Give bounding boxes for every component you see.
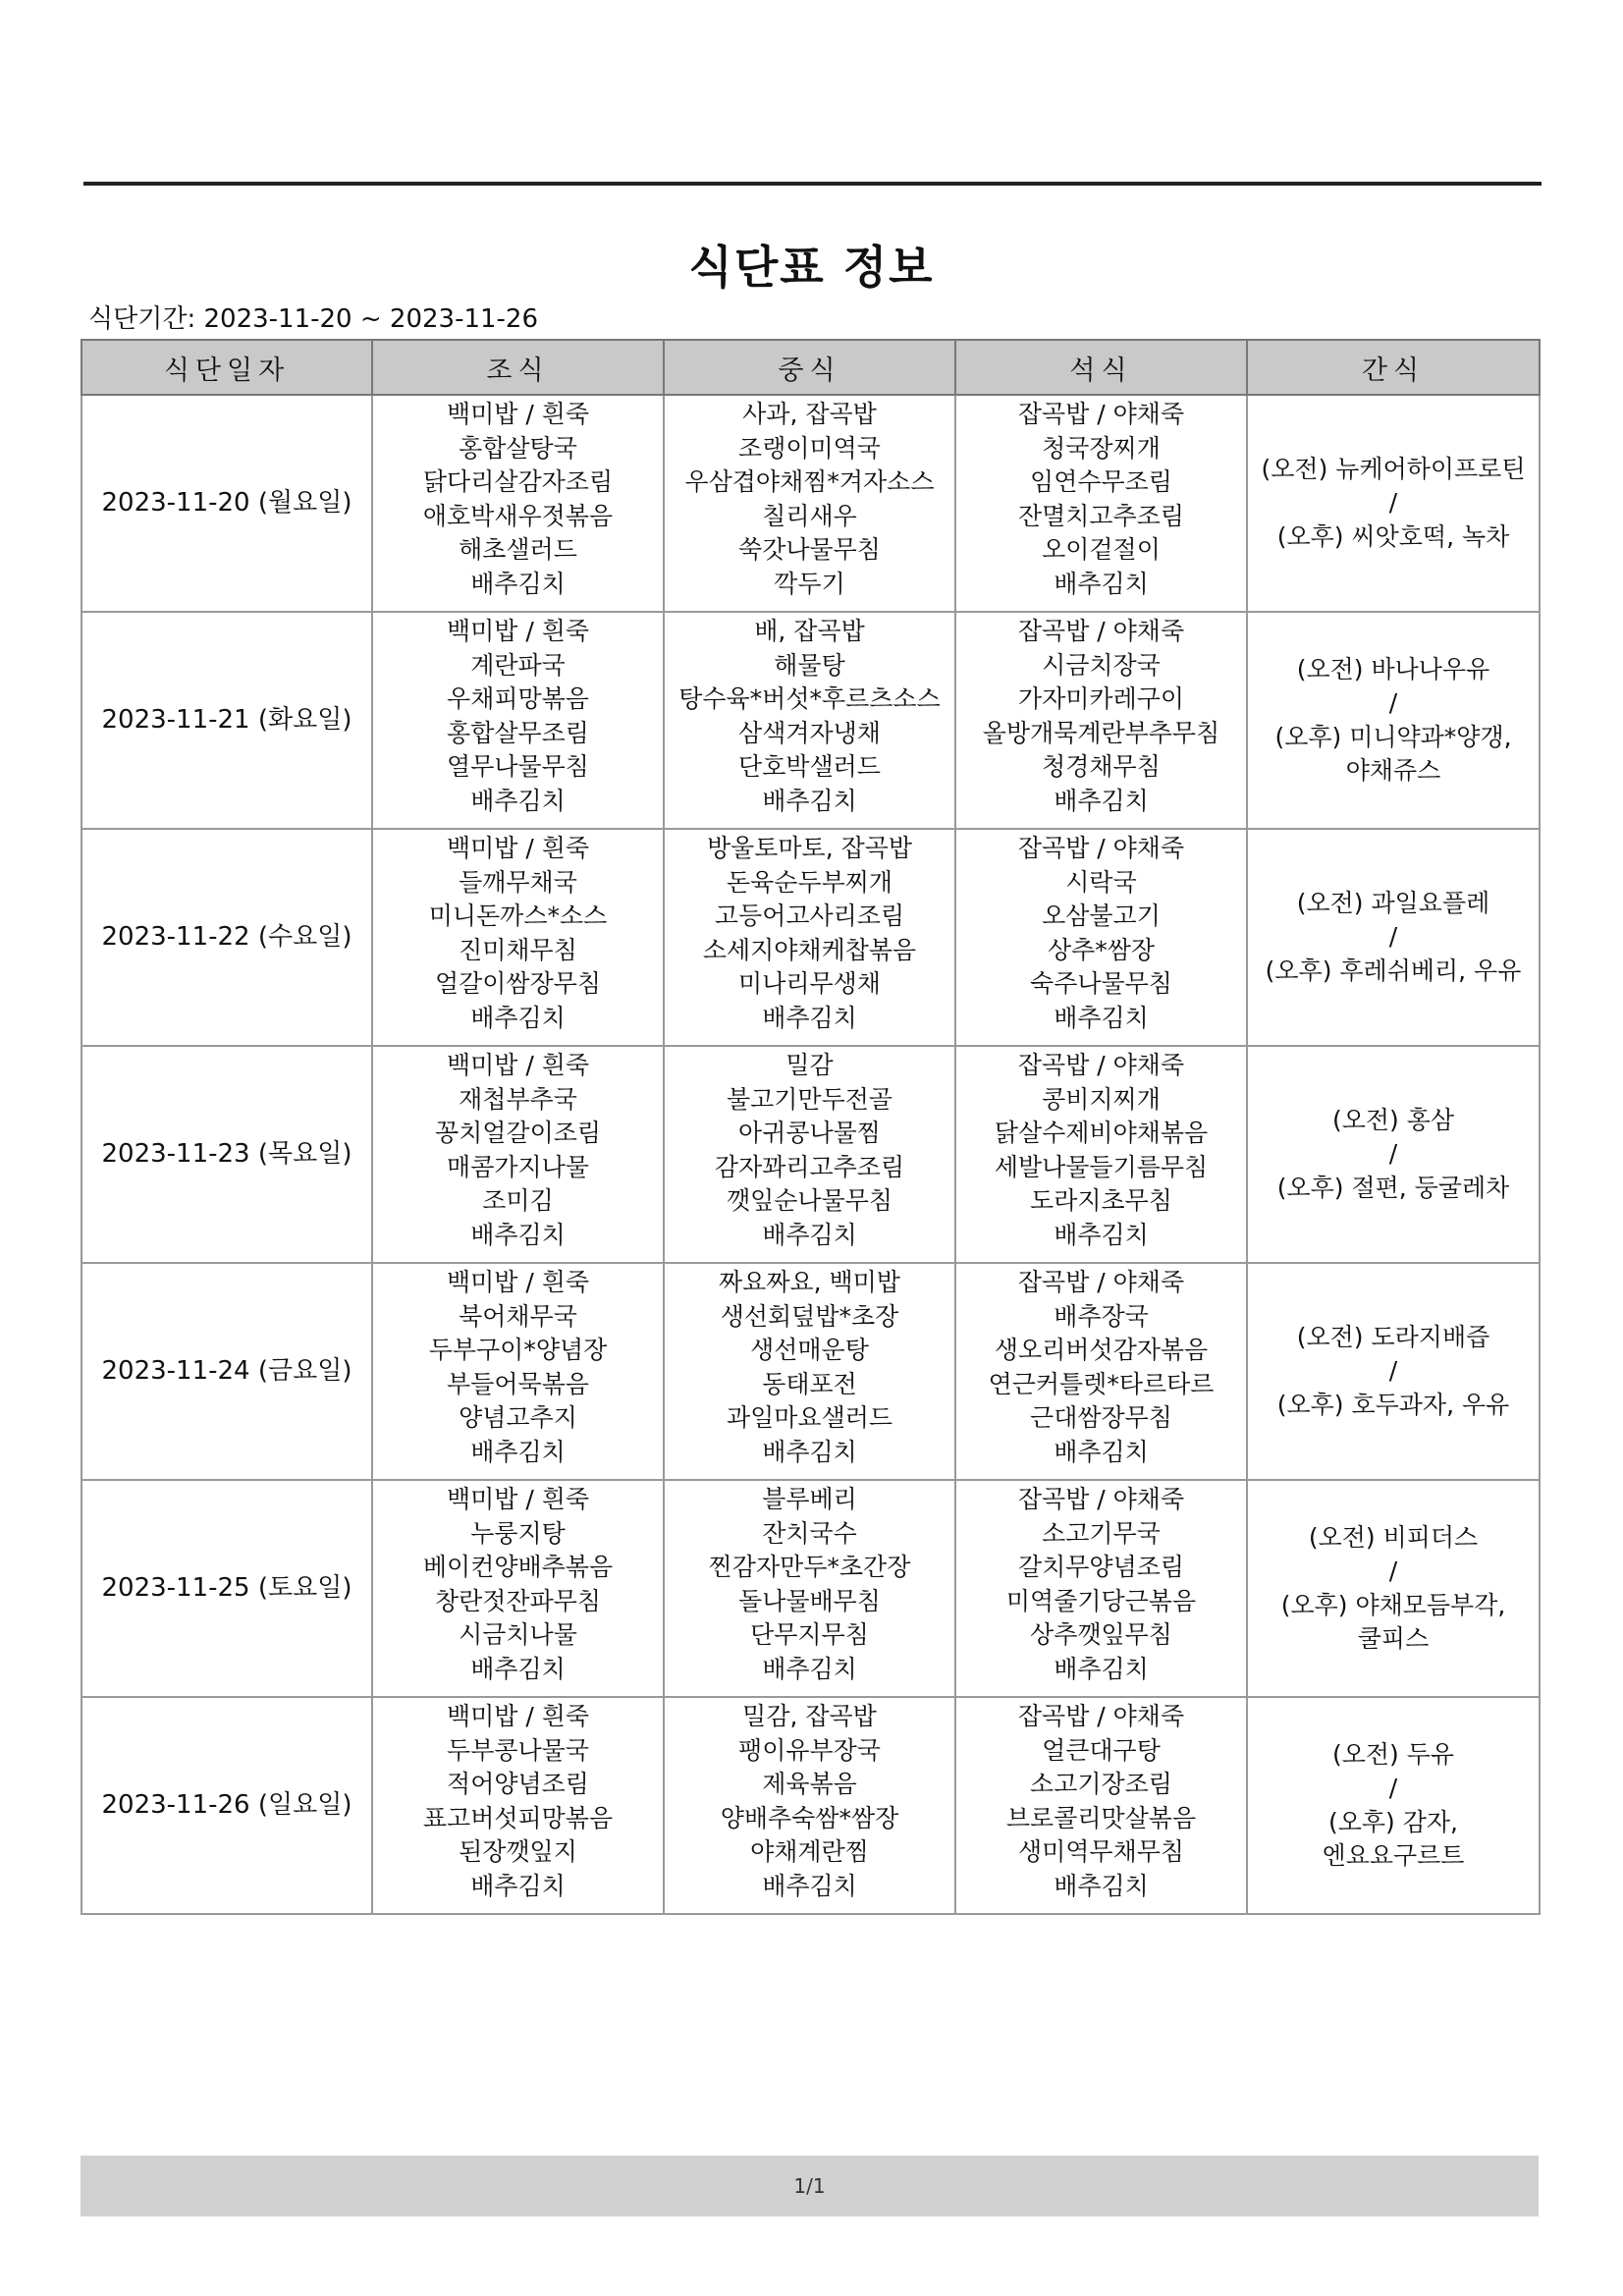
table-row: [81, 1697, 1540, 1914]
breakfast-item: 미니돈까스*소스: [428, 902, 608, 930]
date-cell: 2023-11-26 (일요일): [81, 1697, 372, 1914]
breakfast-cell: [372, 829, 664, 1046]
dinner-cell: [955, 612, 1247, 829]
meal-period: 식단기간: 2023-11-20 ~ 2023-11-26: [88, 304, 539, 334]
table-header-row: [81, 340, 1540, 395]
breakfast-item: 백미밥 / 흰죽: [446, 400, 590, 428]
snack-line: 엔요요구르트: [1322, 1841, 1465, 1870]
snack-line: /: [1388, 1139, 1398, 1169]
breakfast-item: 백미밥 / 흰죽: [446, 1702, 590, 1730]
breakfast-item: 베이컨양배추볶음: [422, 1553, 614, 1581]
breakfast-item: 해초샐러드: [459, 535, 577, 564]
lunch-cell: [664, 1046, 955, 1263]
lunch-item: 배, 잡곡밥: [754, 617, 865, 645]
lunch-item: 블루베리: [762, 1485, 857, 1513]
lunch-item: 돈육순두부찌개: [726, 867, 893, 897]
header-dinner: 석식: [955, 340, 1247, 395]
breakfast-item: 계란파국: [470, 650, 566, 680]
lunch-item: 칠리새우: [762, 501, 857, 530]
breakfast-item: 홍합살무조림: [447, 718, 589, 747]
dinner-item: 세발나물들기름무침: [994, 1152, 1209, 1181]
lunch-item: 쑥갓나물무침: [738, 535, 881, 564]
dinner-item: 배추김치: [1054, 1654, 1149, 1683]
breakfast-item: 배추김치: [470, 1003, 566, 1032]
dinner-item: 잡곡밥 / 야채죽: [1017, 1485, 1185, 1513]
snack-cell: [1247, 1263, 1540, 1480]
snack-line: (오후) 절편, 둥굴레차: [1276, 1173, 1510, 1202]
breakfast-item: 꽁치얼갈이조림: [434, 1119, 602, 1147]
dinner-item: 오삼불고기: [1042, 902, 1161, 930]
lunch-item: 깻잎순나물무침: [726, 1186, 893, 1215]
snack-line: (오후) 야채모듬부각,: [1280, 1590, 1506, 1619]
lunch-item: 해물탕: [774, 650, 845, 680]
dinner-cell: [955, 395, 1247, 612]
dinner-item: 도라지초무침: [1030, 1186, 1172, 1215]
lunch-item: 사과, 잡곡밥: [742, 400, 877, 428]
dinner-item: 배추장국: [1054, 1301, 1149, 1331]
lunch-item: 배추김치: [762, 1437, 857, 1466]
breakfast-cell: [372, 395, 664, 612]
dinner-item: 브로콜리맛살볶음: [1005, 1803, 1197, 1832]
page-number: 1/1: [793, 2174, 826, 2198]
lunch-item: 생선회덮밥*초장: [720, 1301, 899, 1331]
snack-cell: [1247, 395, 1540, 612]
lunch-item: 야채계란찜: [750, 1837, 869, 1866]
breakfast-item: 북어채무국: [459, 1301, 577, 1331]
snack-line: /: [1388, 488, 1398, 518]
breakfast-cell: [372, 1046, 664, 1263]
lunch-item: 불고기만두전골: [726, 1084, 893, 1114]
lunch-item: 밀감, 잡곡밥: [742, 1702, 877, 1730]
breakfast-item: 배추김치: [470, 1654, 566, 1683]
snack-line: (오전) 비피더스: [1308, 1522, 1479, 1552]
lunch-item: 배추김치: [762, 1003, 857, 1032]
lunch-item: 배추김치: [762, 786, 857, 815]
header-date: 식단일자: [81, 340, 372, 395]
breakfast-item: 표고버섯피망볶음: [422, 1803, 614, 1832]
breakfast-item: 창란젓잔파무침: [434, 1586, 602, 1615]
breakfast-item: 백미밥 / 흰죽: [446, 1051, 590, 1079]
lunch-item: 배추김치: [762, 1220, 857, 1249]
breakfast-item: 시금치나물: [459, 1620, 577, 1649]
dinner-item: 잡곡밥 / 야채죽: [1017, 1051, 1185, 1079]
lunch-cell: [664, 829, 955, 1046]
dinner-item: 얼큰대구탕: [1042, 1735, 1161, 1765]
lunch-item: 동태포전: [762, 1369, 857, 1398]
lunch-item: 소세지야채케찹볶음: [702, 935, 917, 964]
dinner-item: 콩비지찌개: [1042, 1084, 1161, 1114]
breakfast-item: 들깨무채국: [459, 867, 577, 897]
dinner-item: 올방개묵계란부추무침: [982, 718, 1220, 747]
dinner-item: 연근커틀렛*타르타르: [988, 1369, 1215, 1398]
lunch-cell: [664, 1263, 955, 1480]
dinner-item: 배추김치: [1054, 1871, 1149, 1900]
dinner-item: 잡곡밥 / 야채죽: [1017, 1268, 1185, 1296]
breakfast-item: 배추김치: [470, 1871, 566, 1900]
lunch-item: 짜요짜요, 백미밥: [719, 1268, 900, 1296]
date-cell: 2023-11-22 (수요일): [81, 829, 372, 1046]
snack-line: /: [1388, 1774, 1398, 1802]
snack-line: (오전) 홍삼: [1331, 1105, 1455, 1134]
dinner-item: 생미역무채무침: [1017, 1837, 1185, 1866]
breakfast-item: 배추김치: [470, 786, 566, 815]
dinner-cell: [955, 1697, 1247, 1914]
dinner-item: 상추깻잎무침: [1030, 1620, 1172, 1649]
snack-cell: [1247, 612, 1540, 829]
lunch-item: 밀감: [785, 1051, 834, 1079]
breakfast-item: 된장깻잎지: [459, 1837, 577, 1866]
dinner-item: 잡곡밥 / 야채죽: [1017, 617, 1185, 645]
snack-line: /: [1388, 1557, 1398, 1585]
date-cell: 2023-11-24 (금요일): [81, 1263, 372, 1480]
breakfast-cell: [372, 1697, 664, 1914]
lunch-item: 아귀콩나물찜: [738, 1119, 881, 1147]
meal-table: [81, 339, 1541, 1915]
lunch-item: 찐감자만두*초간장: [708, 1553, 911, 1581]
dinner-item: 근대쌈장무침: [1030, 1403, 1172, 1432]
breakfast-item: 열무나물무침: [447, 752, 589, 781]
table-row: [81, 612, 1540, 829]
dinner-item: 소고기장조림: [1030, 1770, 1172, 1798]
lunch-cell: [664, 612, 955, 829]
breakfast-item: 배추김치: [470, 1437, 566, 1466]
breakfast-item: 양념고추지: [459, 1403, 577, 1432]
page-footer: [81, 2156, 1539, 2216]
dinner-item: 생오리버섯감자볶음: [994, 1336, 1209, 1364]
table-row: [81, 829, 1540, 1046]
dinner-item: 가자미카레구이: [1017, 684, 1185, 713]
dinner-item: 미역줄기당근볶음: [1005, 1586, 1197, 1615]
dinner-cell: [955, 1480, 1247, 1697]
date-cell: 2023-11-25 (토요일): [81, 1480, 372, 1697]
dinner-item: 배추김치: [1054, 1437, 1149, 1466]
lunch-item: 과일마요샐러드: [726, 1403, 893, 1432]
dinner-item: 잡곡밥 / 야채죽: [1017, 1702, 1185, 1730]
lunch-cell: [664, 1697, 955, 1914]
snack-line: 쿨피스: [1357, 1624, 1430, 1653]
dinner-item: 잡곡밥 / 야채죽: [1017, 400, 1185, 428]
dinner-item: 닭살수제비야채볶음: [994, 1119, 1209, 1147]
snack-line: /: [1388, 688, 1398, 717]
date-cell: 2023-11-21 (화요일): [81, 612, 372, 829]
lunch-item: 깍두기: [774, 569, 845, 598]
lunch-item: 제육볶음: [762, 1770, 857, 1798]
breakfast-item: 백미밥 / 흰죽: [446, 1485, 590, 1513]
snack-cell: [1247, 829, 1540, 1046]
breakfast-item: 매콤가지나물: [447, 1152, 589, 1181]
breakfast-item: 두부구이*양념장: [428, 1336, 608, 1364]
dinner-item: 소고기무국: [1042, 1518, 1161, 1548]
snack-line: (오후) 호두과자, 우유: [1276, 1390, 1510, 1419]
snack-cell: [1247, 1697, 1540, 1914]
lunch-item: 돌나물배무침: [738, 1586, 881, 1615]
dinner-item: 상추*쌈장: [1047, 935, 1156, 964]
lunch-item: 생선매운탕: [750, 1336, 869, 1364]
breakfast-cell: [372, 1480, 664, 1697]
snack-line: (오후) 후레쉬베리, 우유: [1265, 956, 1522, 985]
snack-line: (오후) 감자,: [1327, 1807, 1458, 1836]
table-row: [81, 1046, 1540, 1263]
breakfast-item: 배추김치: [470, 569, 566, 598]
dinner-item: 청국장찌개: [1042, 433, 1161, 463]
table-row: [81, 1263, 1540, 1480]
breakfast-item: 애호박새우젓볶음: [422, 501, 614, 530]
breakfast-item: 얼갈이쌈장무침: [434, 969, 602, 998]
lunch-item: 방울토마토, 잡곡밥: [706, 834, 913, 862]
lunch-item: 고등어고사리조림: [714, 902, 905, 930]
snack-cell: [1247, 1046, 1540, 1263]
dinner-item: 임연수무조림: [1030, 467, 1172, 496]
snack-cell: [1247, 1480, 1540, 1697]
lunch-cell: [664, 1480, 955, 1697]
lunch-item: 삼색겨자냉채: [738, 718, 881, 747]
breakfast-item: 누룽지탕: [470, 1518, 566, 1548]
dinner-cell: [955, 1263, 1247, 1480]
lunch-item: 배추김치: [762, 1871, 857, 1900]
page-title: 식단표 정보: [688, 241, 935, 294]
date-cell: 2023-11-23 (목요일): [81, 1046, 372, 1263]
dinner-item: 갈치무양념조림: [1017, 1553, 1185, 1581]
breakfast-item: 두부콩나물국: [447, 1735, 589, 1765]
table-row: [81, 1480, 1540, 1697]
lunch-item: 잔치국수: [762, 1518, 857, 1548]
dinner-item: 잔멸치고추조림: [1017, 501, 1185, 530]
lunch-cell: [664, 395, 955, 612]
header-snack: 간식: [1247, 340, 1540, 395]
snack-line: (오전) 바나나우유: [1296, 654, 1490, 683]
lunch-item: 탕수육*버섯*후르츠소스: [678, 684, 941, 713]
dinner-item: 시금치장국: [1042, 650, 1161, 680]
dinner-item: 배추김치: [1054, 569, 1149, 598]
breakfast-item: 닭다리살감자조림: [422, 467, 614, 496]
table-row: [81, 395, 1540, 612]
breakfast-item: 진미채무침: [459, 935, 577, 964]
breakfast-item: 백미밥 / 흰죽: [446, 617, 590, 645]
dinner-item: 배추김치: [1054, 786, 1149, 815]
date-cell: 2023-11-20 (월요일): [81, 395, 372, 612]
dinner-item: 오이겉절이: [1042, 535, 1161, 564]
snack-line: (오전) 도라지배즙: [1296, 1322, 1490, 1351]
snack-line: 야채쥬스: [1345, 756, 1441, 785]
top-divider: [83, 182, 1542, 186]
snack-line: (오후) 씨앗호떡, 녹차: [1276, 521, 1510, 551]
lunch-item: 단무지무침: [750, 1620, 869, 1649]
breakfast-item: 백미밥 / 흰죽: [446, 834, 590, 862]
lunch-item: 조랭이미역국: [738, 433, 881, 463]
breakfast-item: 부들어묵볶음: [447, 1369, 589, 1398]
breakfast-item: 백미밥 / 흰죽: [446, 1268, 590, 1296]
dinner-item: 배추김치: [1054, 1003, 1149, 1032]
breakfast-cell: [372, 1263, 664, 1480]
lunch-item: 미나리무생채: [738, 969, 881, 998]
dinner-item: 청경채무침: [1042, 752, 1161, 781]
snack-line: /: [1388, 1356, 1398, 1386]
breakfast-item: 재첩부추국: [459, 1084, 577, 1114]
breakfast-cell: [372, 612, 664, 829]
breakfast-item: 홍합살탕국: [459, 433, 577, 463]
lunch-item: 배추김치: [762, 1654, 857, 1683]
dinner-item: 시락국: [1065, 867, 1137, 897]
header-lunch: 중식: [664, 340, 955, 395]
dinner-item: 잡곡밥 / 야채죽: [1017, 834, 1185, 862]
snack-line: (오전) 뉴케어하이프로틴: [1261, 454, 1526, 483]
lunch-item: 우삼겹야채찜*겨자소스: [684, 467, 935, 496]
snack-line: (오후) 미니약과*양갱,: [1274, 722, 1512, 751]
breakfast-item: 조미김: [482, 1186, 554, 1215]
table-body: [81, 395, 1540, 1914]
header-breakfast: 조식: [372, 340, 664, 395]
snack-line: /: [1388, 922, 1398, 952]
dinner-item: 숙주나물무침: [1030, 969, 1172, 998]
lunch-item: 팽이유부장국: [738, 1735, 881, 1765]
breakfast-item: 배추김치: [470, 1220, 566, 1249]
lunch-item: 감자꽈리고추조림: [714, 1152, 905, 1181]
breakfast-item: 적어양념조림: [447, 1770, 589, 1798]
dinner-cell: [955, 829, 1247, 1046]
breakfast-item: 우채피망볶음: [447, 684, 589, 713]
snack-line: (오전) 두유: [1331, 1739, 1455, 1769]
snack-line: (오전) 과일요플레: [1296, 888, 1490, 917]
lunch-item: 양배추숙쌈*쌈장: [720, 1803, 899, 1832]
lunch-item: 단호박샐러드: [738, 752, 881, 781]
dinner-cell: [955, 1046, 1247, 1263]
dinner-item: 배추김치: [1054, 1220, 1149, 1249]
